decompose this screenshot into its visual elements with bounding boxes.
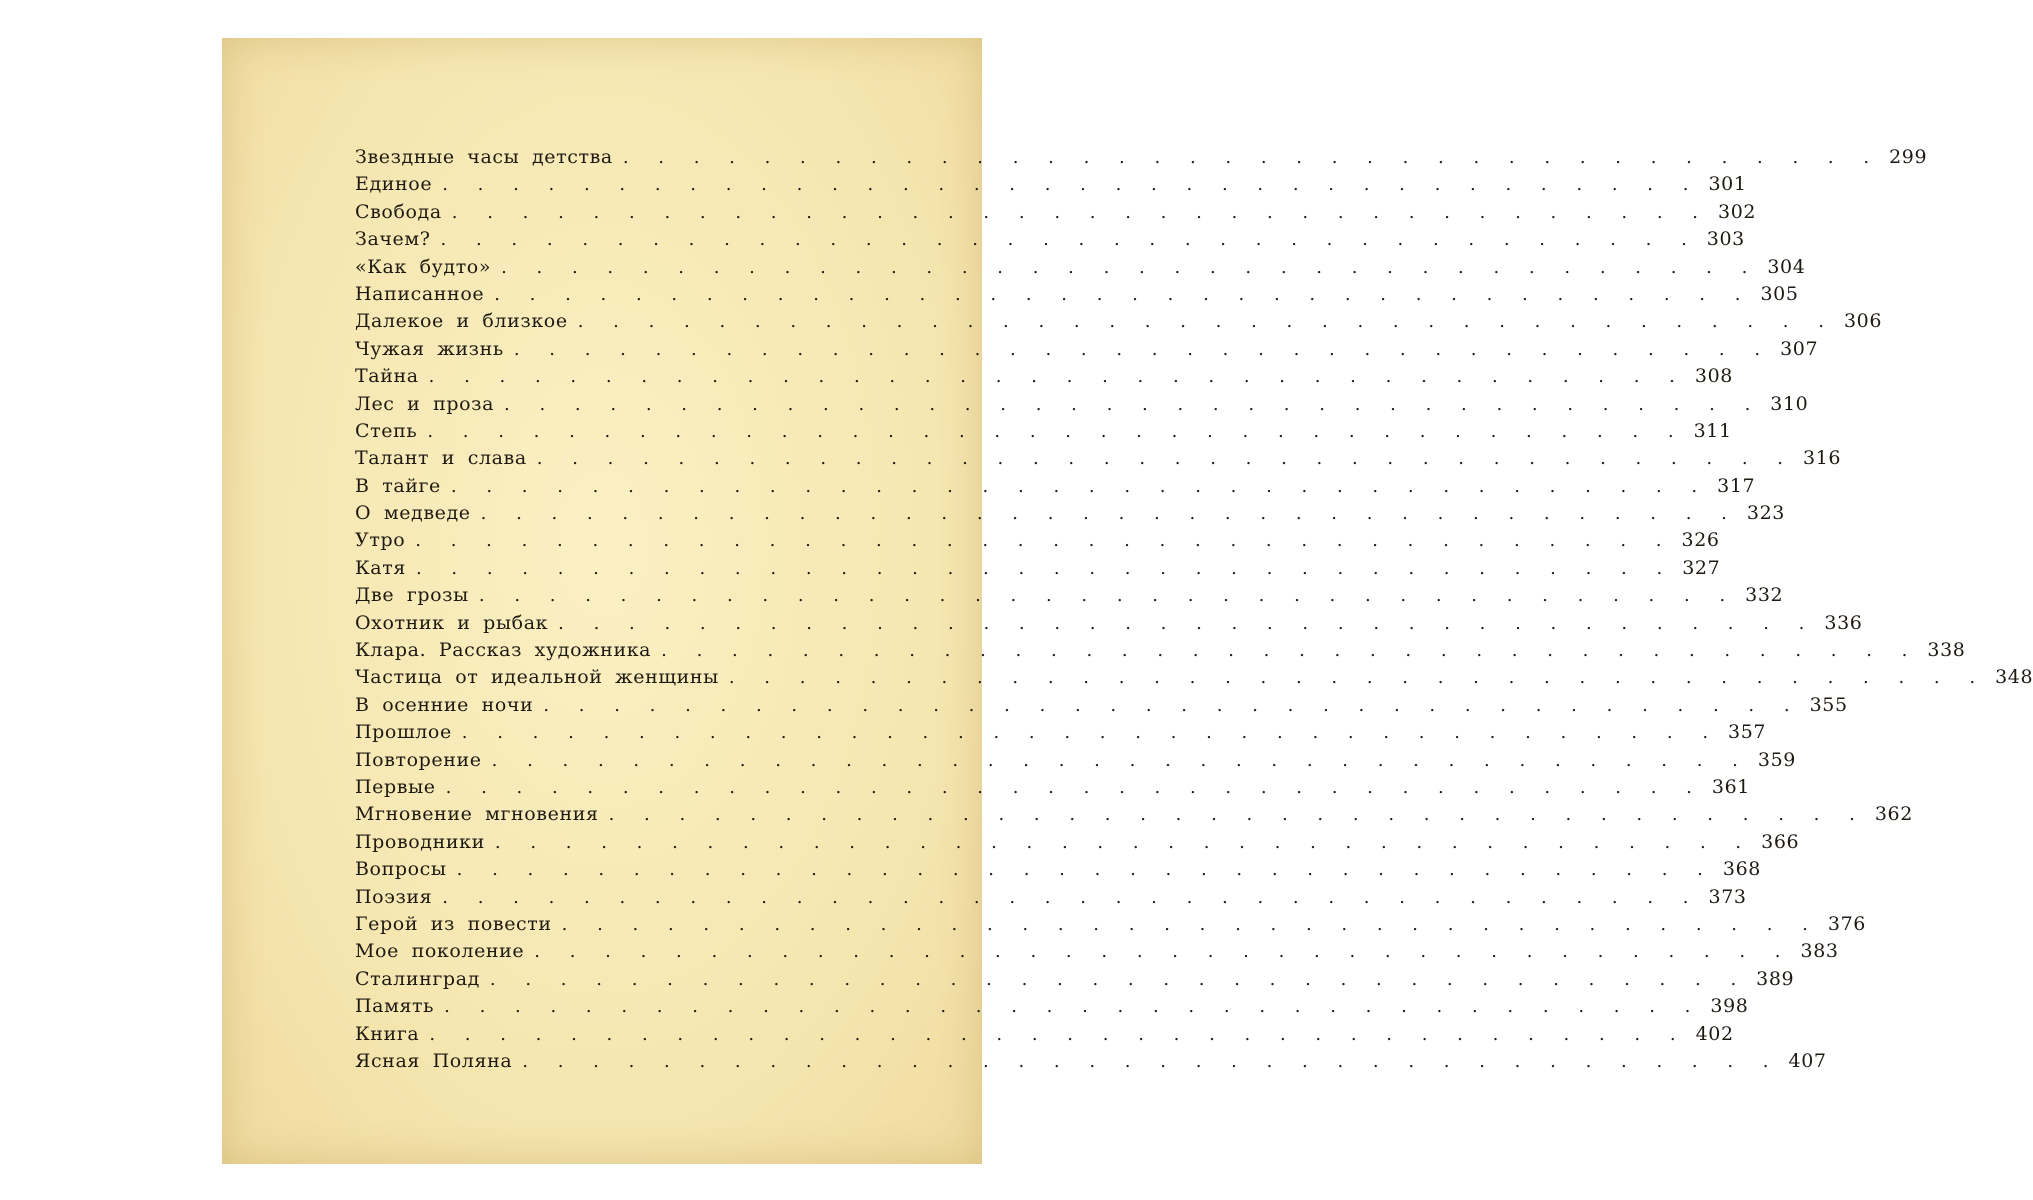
toc-entry (355, 803, 1913, 830)
toc-entry-page-number: 317 (1717, 474, 1756, 497)
toc-entry-page-number: 302 (1718, 200, 1757, 223)
toc-entry-page-number: 359 (1757, 748, 1796, 771)
toc-entry-title: Тайна (355, 365, 419, 388)
toc-entry (355, 912, 1866, 940)
toc-entry-leader-dots: . . . . . . . . . . . . . . . . . . . . . . . . . . . . . . . . . . . . (608, 804, 1867, 826)
toc-entry (355, 447, 1842, 474)
toc-entry-page-number: 383 (1800, 940, 1839, 963)
toc-entry-title: Клара. Рассказ художника (355, 639, 652, 662)
toc-entry-page-number: 301 (1708, 173, 1747, 196)
toc-entry (355, 858, 1761, 885)
toc-entry (355, 995, 1749, 1022)
toc-entry (355, 940, 1839, 967)
toc-entry (355, 693, 1848, 721)
toc-entry-title: Проводники (355, 830, 485, 853)
toc-entry-page-number: 348 (1995, 666, 2033, 689)
toc-entry (355, 967, 1795, 995)
toc-entry-leader-dots: . . . . . . . . . . . . . . . . . . . . . . . . . . . . . . . . . . . . (491, 749, 1750, 771)
toc-entry (355, 748, 1796, 776)
toc-entry-title: Память (355, 995, 435, 1018)
toc-entry-title: Утро (355, 529, 406, 552)
toc-entry-leader-dots: . . . . . . . . . . . . . . . . . . . . . . . . . . . . . . . . . . . . (536, 448, 1796, 470)
toc-entry-page-number: 299 (1889, 146, 1928, 168)
toc-entry-leader-dots: . . . . . . . . . . . . . . . . . . . . . . . . . . . . . . . . . . . . (558, 612, 1817, 634)
toc-entry-page-number: 332 (1745, 584, 1784, 607)
toc-entry-leader-dots: . . . . . . . . . . . . . . . . . . . . . . . . . . . . . . . . . . . . (478, 585, 1738, 607)
toc-entry (355, 173, 1747, 200)
toc-entry-leader-dots: . . . . . . . . . . . . . . . . . . . . . . . . . . . . . . . . . . . . (561, 913, 1820, 935)
toc-entry-page-number: 362 (1874, 803, 1913, 826)
toc-entry-title: Далекое и близкое (355, 310, 568, 333)
toc-entry-title: О медведе (355, 502, 471, 525)
toc-entry-title: Две грозы (355, 584, 469, 607)
toc-entry-title: В осенние ночи (355, 693, 534, 716)
toc-entry-title: Зачем? (355, 228, 431, 251)
toc-entry-leader-dots: . . . . . . . . . . . . . . . . . . . . . . . . . . . . . . . . . . . . (501, 256, 1760, 278)
toc-entry (355, 556, 1721, 584)
toc-entry-page-number: 366 (1761, 830, 1800, 853)
toc-entry (355, 584, 1784, 611)
toc-entry-leader-dots: . . . . . . . . . . . . . . . . . . . . . . . . . . . . . . . . . . . . (428, 366, 1687, 388)
toc-entry-page-number: 306 (1843, 310, 1883, 333)
toc-entry (355, 639, 1966, 666)
toc-entry-page-number: 308 (1694, 365, 1733, 388)
toc-entry-leader-dots: . . . . . . . . . . . . . . . . . . . . . . . . . . . . . . . . . . . . (442, 174, 1701, 196)
toc-entry-page-number: 326 (1681, 529, 1720, 552)
toc-entry (355, 529, 1720, 556)
toc-entry-leader-dots: . . . . . . . . . . . . . . . . . . . . . . . . . . . . . . . . . . . . (577, 311, 1836, 333)
toc-entry-title: Мгновение мгновения (355, 803, 599, 826)
toc-entry-leader-dots: . . . . . . . . . . . . . . . . . . . . . . . . . . . . . . . . . . . . (504, 393, 1763, 415)
toc-entry (355, 474, 1756, 502)
toc-entry-page-number: 316 (1803, 447, 1842, 470)
toc-entry-leader-dots: . . . . . . . . . . . . . . . . . . . . . . . . . . . . . . . . . . . . (440, 229, 1699, 251)
toc-entry-page-number: 311 (1693, 419, 1732, 442)
toc-entry-page-number: 305 (1760, 282, 1799, 305)
toc-entry-page-number: 357 (1728, 721, 1767, 744)
table-of-contents (355, 146, 2033, 1077)
toc-entry-page-number: 376 (1827, 912, 1866, 935)
toc-entry (355, 611, 1863, 639)
toc-entry-leader-dots: . . . . . . . . . . . . . . . . . . . . . . . . . . . . . . . . . . . . (661, 640, 1920, 662)
toc-entry-title: Лес и проза (355, 392, 495, 415)
toc-entry (355, 228, 1745, 255)
toc-entry-title: Прошлое (355, 721, 452, 744)
toc-entry-leader-dots: . . . . . . . . . . . . . . . . . . . . . . . . . . . . . . . . . . . . (429, 1023, 1688, 1045)
toc-entry-leader-dots: . . . . . . . . . . . . . . . . . . . . . . . . . . . . . . . . . . . . (461, 722, 1721, 744)
toc-entry-page-number: 373 (1708, 885, 1747, 908)
toc-entry-title: Сталинград (355, 967, 480, 990)
toc-entry-title: Свобода (355, 200, 442, 223)
toc-entry-title: Герой из повести (355, 912, 552, 935)
toc-entry-page-number: 368 (1722, 858, 1761, 881)
toc-entry-leader-dots: . . . . . . . . . . . . . . . . . . . . . . . . . . . . . . . . . . . . (415, 530, 1674, 552)
toc-entry-leader-dots: . . . . . . . . . . . . . . . . . . . . . . . . . . . . . . . . . . . . (622, 147, 1882, 168)
toc-entry (355, 1022, 1734, 1050)
toc-entry-title: Охотник и рыбак (355, 611, 549, 634)
toc-entry (355, 885, 1747, 913)
toc-entry-leader-dots: . . . . . . . . . . . . . . . . . . . . . . . . . . . . . . . . . . . . (451, 201, 1711, 223)
toc-entry-title: «Как будто» (355, 255, 492, 278)
toc-entry-page-number: 307 (1780, 337, 1819, 360)
toc-entry-page-number: 355 (1809, 693, 1848, 716)
toc-entry-title: Первые (355, 775, 436, 798)
toc-entry (355, 392, 1809, 420)
toc-entry-page-number: 407 (1788, 1049, 1827, 1072)
toc-entry-leader-dots: . . . . . . . . . . . . . . . . . . . . . . . . . . . . . . . . . . . . (450, 475, 1710, 497)
toc-entry-leader-dots: . . . . . . . . . . . . . . . . . . . . . . . . . . . . . . . . . . . . (427, 420, 1686, 442)
toc-entry (355, 282, 1799, 310)
toc-entry (355, 1049, 1827, 1077)
toc-entry-leader-dots: . . . . . . . . . . . . . . . . . . . . . . . . . . . . . . . . . . . . (489, 968, 1749, 990)
toc-entry (355, 666, 2033, 693)
toc-entry (355, 365, 1733, 392)
toc-entry (355, 337, 1819, 365)
toc-entry-title: Вопросы (355, 858, 447, 881)
toc-entry-leader-dots: . . . . . . . . . . . . . . . . . . . . . . . . . . . . . . . . . . . . (522, 1050, 1781, 1072)
toc-entry-leader-dots: . . . . . . . . . . . . . . . . . . . . . . . . . . . . . . . . . . . . (494, 283, 1753, 305)
toc-entry-title: Звездные часы детства (355, 146, 613, 168)
toc-entry-leader-dots: . . . . . . . . . . . . . . . . . . . . . . . . . . . . . . . . . . . . (456, 859, 1715, 881)
toc-entry-page-number: 402 (1695, 1022, 1734, 1045)
toc-entry (355, 255, 1806, 283)
toc-entry (355, 200, 1757, 228)
toc-entry-page-number: 310 (1770, 392, 1809, 415)
toc-entry (355, 721, 1767, 748)
toc-entry-page-number: 361 (1711, 775, 1750, 798)
toc-entry-page-number: 398 (1710, 995, 1749, 1018)
toc-entry (355, 775, 1750, 803)
toc-entry-leader-dots: . . . . . . . . . . . . . . . . . . . . . . . . . . . . . . . . . . . . (480, 503, 1739, 525)
toc-entry-leader-dots: . . . . . . . . . . . . . . . . . . . . . . . . . . . . . . . . . . . . (444, 996, 1703, 1018)
toc-entry-title: Ясная Поляна (355, 1049, 513, 1072)
toc-entry-title: Чужая жизнь (355, 337, 504, 360)
toc-entry-title: Катя (355, 556, 406, 579)
toc-entry (355, 502, 1785, 529)
toc-entry-page-number: 336 (1824, 611, 1863, 634)
toc-entry-leader-dots: . . . . . . . . . . . . . . . . . . . . . . . . . . . . . . . . . . . . (534, 941, 1793, 963)
toc-entry-title: Повторение (355, 748, 482, 771)
toc-entry-title: Талант и слава (355, 447, 527, 470)
toc-entry-page-number: 338 (1927, 639, 1966, 662)
toc-entry (355, 830, 1800, 858)
toc-entry-title: Частица от идеальной женщины (355, 666, 719, 689)
toc-entry-title: Книга (355, 1022, 420, 1045)
toc-entry-title: Единое (355, 173, 433, 196)
toc-entry-page-number: 304 (1767, 255, 1806, 278)
toc-entry-title: Мое поколение (355, 940, 525, 963)
toc-entry-page-number: 327 (1682, 556, 1721, 579)
toc-entry-leader-dots: . . . . . . . . . . . . . . . . . . . . . . . . . . . . . . . . . . . . (728, 667, 1988, 689)
toc-entry-title: Поэзия (355, 885, 433, 908)
toc-entry-page-number: 303 (1706, 228, 1745, 251)
book-page (222, 38, 2033, 1164)
toc-entry-page-number: 389 (1756, 967, 1795, 990)
toc-entry-title: В тайге (355, 474, 441, 497)
toc-entry-title: Написанное (355, 282, 485, 305)
toc-entry-leader-dots: . . . . . . . . . . . . . . . . . . . . . . . . . . . . . . . . . . . . (513, 338, 1773, 360)
toc-entry (355, 419, 1732, 447)
toc-entry (355, 146, 1928, 173)
toc-entry-title: Степь (355, 419, 418, 442)
toc-entry (355, 310, 1883, 337)
toc-entry-page-number: 323 (1746, 502, 1785, 525)
toc-entry-leader-dots: . . . . . . . . . . . . . . . . . . . . . . . . . . . . . . . . . . . . (543, 694, 1802, 716)
toc-entry-leader-dots: . . . . . . . . . . . . . . . . . . . . . . . . . . . . . . . . . . . . (442, 886, 1701, 908)
toc-entry-leader-dots: . . . . . . . . . . . . . . . . . . . . . . . . . . . . . . . . . . . . (494, 831, 1754, 853)
toc-entry-leader-dots: . . . . . . . . . . . . . . . . . . . . . . . . . . . . . . . . . . . . (415, 557, 1675, 579)
toc-entry-leader-dots: . . . . . . . . . . . . . . . . . . . . . . . . . . . . . . . . . . . . (445, 776, 1704, 798)
